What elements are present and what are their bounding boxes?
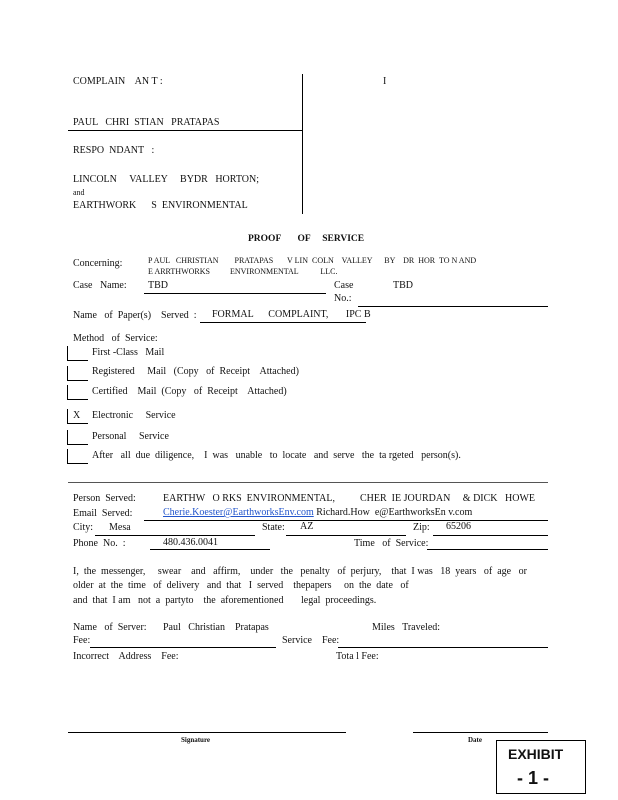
exhibit-number: - 1 -: [517, 768, 550, 788]
checkbox-personal[interactable]: [67, 430, 88, 445]
miles-traveled-label: Miles Traveled:: [372, 622, 441, 633]
checkbox-registered[interactable]: [67, 366, 88, 381]
email-link[interactable]: Cherie.Koester@EarthworksEnv.com: [163, 507, 314, 518]
checkbox-electronic[interactable]: X: [67, 409, 88, 424]
caption-divider: [302, 74, 303, 214]
server-name-value: Paul Christian Pratapas: [163, 622, 269, 633]
service-fee-label: Service Fee:: [282, 635, 340, 646]
email-served-value: Cherie.Koester@EarthworksEnv.com Richard.How e@EarthworksEn v.com: [163, 507, 473, 518]
total-fee-label: Tota l Fee:: [336, 651, 379, 662]
exhibit-stamp: [496, 740, 586, 794]
email-rule: [144, 520, 548, 521]
fee-rule: [90, 647, 276, 648]
service-fee-rule: [338, 647, 548, 648]
affirmation-line-2: older at the time of delivery and that I served thepapers on the date of: [73, 580, 409, 591]
zip-label: Zip:: [413, 522, 430, 533]
respondent-and: and: [73, 188, 85, 197]
affirmation-line-3: and that I am not a partyto the aforementioned legal proceedings.: [73, 595, 377, 606]
case-name-label: Case Name:: [73, 280, 127, 291]
case-no-rule: [358, 306, 548, 307]
concerning-line-2: E ARRTHWORKS ENVIRONMENTAL LLC.: [148, 267, 338, 276]
option-electronic: Electronic Service: [92, 410, 176, 421]
person-served-label: Person Served:: [73, 493, 136, 504]
signature-label: Signature: [181, 736, 211, 744]
phone-value: 480.436.0041: [163, 537, 218, 548]
option-due-diligence: After all due diligence, I was unable to locate and serve the ta rgeted person(s).: [92, 450, 461, 461]
option-certified: Certified Mail (Copy of Receipt Attached): [92, 386, 287, 397]
email-served-label: Email Served:: [73, 508, 133, 519]
respondent-name-1: LINCOLN VALLEY BYDR HORTON;: [73, 174, 259, 185]
section-divider: [68, 482, 548, 483]
affirmation-line-1: I, the messenger, swear and affirm, under the penalty of perjury, that I was 18 years of age or: [73, 566, 527, 577]
checkbox-certified[interactable]: [67, 385, 88, 400]
date-label: Date: [468, 736, 482, 744]
server-name-label: Name of Server:: [73, 622, 147, 633]
state-label: State:: [262, 522, 285, 533]
caption-rule: [68, 130, 303, 131]
respondent-name-2: EARTHWORK S ENVIRONMENTAL: [73, 200, 248, 211]
state-value: AZ: [300, 521, 314, 532]
case-name-value: TBD: [148, 280, 168, 291]
checkbox-first-class[interactable]: [67, 346, 88, 361]
page-title: PROOF OF SERVICE: [248, 234, 365, 244]
checkbox-due-diligence[interactable]: [67, 449, 88, 464]
case-no-label: Case: [334, 280, 354, 291]
time-rule: [427, 549, 548, 550]
date-line[interactable]: [413, 732, 548, 733]
papers-label: Name of Paper(s) Served :: [73, 310, 197, 321]
zip-rule: [433, 535, 548, 536]
complainant-name: PAUL CHRI STIAN PRATAPAS: [73, 117, 220, 128]
concerning-line-1: P AUL CHRISTIAN PRATAPAS V LIN COLN VALLEY BY DR HOR TO N AND: [148, 256, 477, 265]
state-rule: [286, 535, 406, 536]
incorrect-address-fee-label: Incorrect Address Fee:: [73, 651, 179, 662]
option-personal: Personal Service: [92, 431, 169, 442]
city-value: Mesa: [109, 522, 131, 533]
case-no-value: TBD: [393, 280, 413, 291]
phone-rule: [150, 549, 270, 550]
person-served-value: EARTHW O RKS ENVIRONMENTAL, CHER IE JOURDAN & DICK HOWE: [163, 493, 536, 504]
time-of-service-label: Time of Service:: [354, 538, 429, 549]
option-first-class: First -Class Mail: [92, 347, 165, 358]
papers-value: FORMAL COMPLAINT, IPC B: [212, 309, 371, 320]
method-label: Method of Service:: [73, 333, 158, 344]
city-rule: [95, 535, 255, 536]
complainant-label: COMPLAIN AN T :: [73, 76, 163, 87]
exhibit-title: EXHIBIT: [508, 746, 564, 762]
respondant-label: RESPO NDANT :: [73, 145, 155, 156]
case-no-label-2: No.:: [334, 293, 352, 304]
zip-value: 65206: [446, 521, 471, 532]
signature-line[interactable]: [68, 732, 346, 733]
case-marker: I: [383, 76, 387, 87]
fee-label: Fee:: [73, 635, 91, 646]
city-label: City:: [73, 522, 94, 533]
papers-rule: [200, 322, 366, 323]
phone-label: Phone No. :: [73, 538, 126, 549]
concerning-label: Concerning:: [73, 258, 123, 269]
option-registered: Registered Mail (Copy of Receipt Attached): [92, 366, 299, 377]
case-name-rule: [144, 293, 326, 294]
